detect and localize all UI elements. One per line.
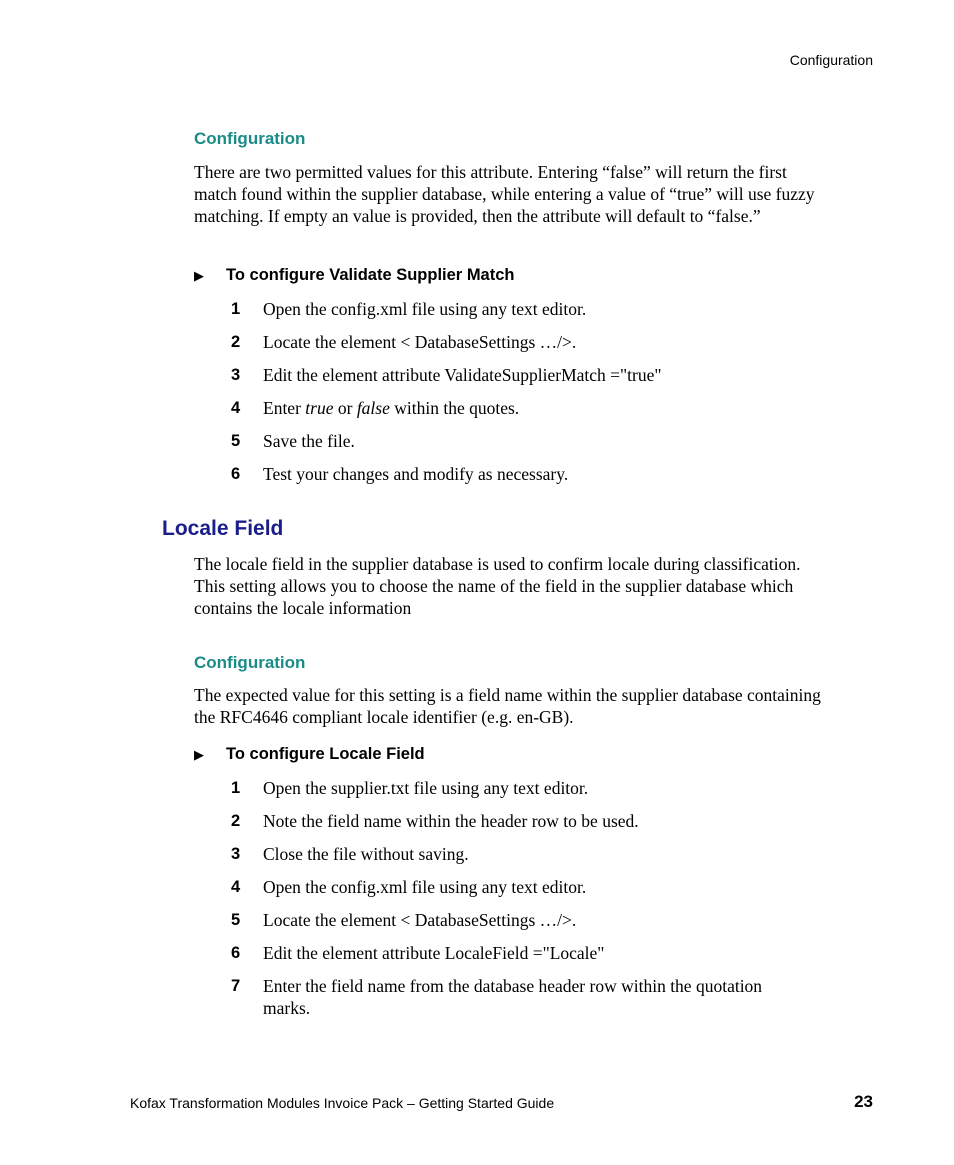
step-text: Test your changes and modify as necessary.	[263, 464, 569, 484]
step-text: Edit the element attribute ValidateSupplierMatch ="true"	[263, 365, 662, 385]
step-text: Save the file.	[263, 431, 355, 451]
step-text	[263, 397, 791, 419]
section-heading-configuration: Configuration	[194, 129, 306, 148]
configuration-paragraph: There are two permitted values for this attribute. Entering “false” will return the first match found within the supplier database, while entering a value of “true” will use fuzzy matching. If empty an value is provided, then the attribute will default to “false.”	[194, 162, 815, 226]
step-text-mid: or	[333, 398, 357, 418]
step-text: Open the supplier.txt file using any text editor.	[263, 778, 589, 798]
step-text: Locate the element < DatabaseSettings …/>.	[263, 332, 577, 352]
step-item	[231, 331, 791, 353]
step-item	[231, 430, 791, 452]
step-item	[231, 909, 791, 931]
step-text: Open the config.xml file using any text editor.	[263, 299, 587, 319]
procedure-title-locale-field	[194, 745, 425, 764]
section-heading-locale-field: Locale Field	[162, 517, 284, 540]
procedure-arrow-icon: ▶	[194, 268, 204, 283]
step-item	[231, 942, 791, 964]
step-item	[231, 364, 791, 386]
subsection-heading-configuration: Configuration	[194, 653, 306, 672]
step-number: 2	[231, 812, 241, 830]
running-header: Configuration	[789, 52, 873, 68]
step-item	[231, 298, 791, 320]
step-number: 1	[231, 779, 241, 797]
step-text: Locate the element < DatabaseSettings …/>.	[263, 910, 577, 930]
footer-guide-title: Kofax Transformation Modules Invoice Pack – Getting Started Guide	[130, 1095, 555, 1111]
step-text-pre: Enter	[263, 398, 306, 418]
page-number: 23	[854, 1092, 873, 1111]
step-item	[231, 397, 791, 419]
step-number: 3	[231, 845, 241, 863]
procedure-title-text: To configure Validate Supplier Match	[226, 266, 515, 284]
step-text: Close the file without saving.	[263, 844, 469, 864]
step-item	[231, 975, 791, 1019]
step-number: 6	[231, 944, 241, 962]
step-text-emphasis-false: false	[356, 398, 390, 418]
step-number: 5	[231, 911, 241, 929]
step-number: 2	[231, 333, 241, 351]
step-number: 1	[231, 300, 241, 318]
step-number: 6	[231, 465, 241, 483]
step-text-emphasis-true: true	[305, 398, 334, 418]
locale-configuration-paragraph: The expected value for this setting is a field name within the supplier database containing the RFC4646 compliant locale identifier (e.g. en-GB).	[194, 685, 821, 727]
locale-field-paragraph: The locale field in the supplier database is used to confirm locale during classification. This setting allows you to choose the name of the field in the supplier database which contains the locale information	[194, 554, 801, 618]
step-number: 4	[231, 878, 241, 896]
step-item	[231, 777, 791, 799]
step-text: Note the field name within the header row to be used.	[263, 811, 639, 831]
step-number: 4	[231, 399, 241, 417]
procedure-arrow-icon: ▶	[194, 747, 204, 762]
step-number: 5	[231, 432, 241, 450]
procedure-title-text: To configure Locale Field	[226, 745, 425, 763]
step-item	[231, 810, 791, 832]
step-text: Enter the field name from the database header row within the quotation marks.	[263, 976, 763, 1018]
procedure-title-validate-supplier-match	[194, 266, 514, 285]
step-item	[231, 876, 791, 898]
step-item	[231, 843, 791, 865]
step-item	[231, 463, 791, 485]
step-text-post: within the quotes.	[389, 398, 520, 418]
step-text: Open the config.xml file using any text editor.	[263, 877, 587, 897]
step-number: 3	[231, 366, 241, 384]
step-number: 7	[231, 977, 241, 995]
step-text: Edit the element attribute LocaleField ="Locale"	[263, 943, 605, 963]
